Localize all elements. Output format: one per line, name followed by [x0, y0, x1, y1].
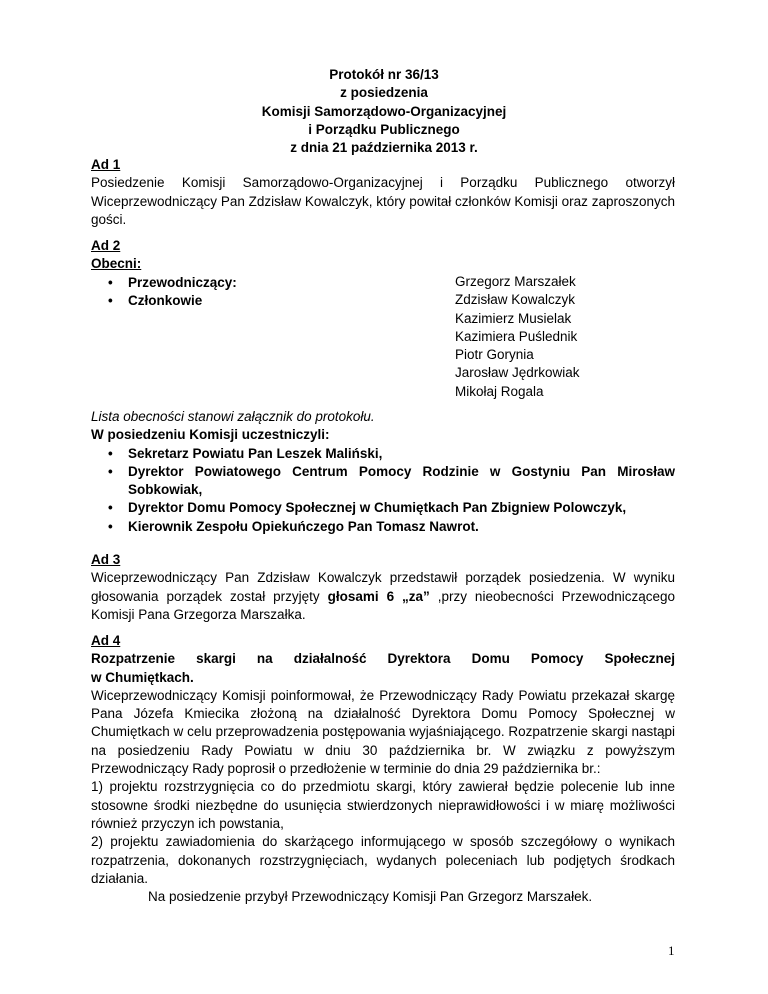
title-line-5: z dnia 21 października 2013 r. — [290, 140, 478, 156]
present-label: Obecni: — [91, 256, 142, 272]
member-name: Jarosław Jędrkowiak — [455, 365, 580, 381]
member-name: Zdzisław Kowalczyk — [455, 292, 576, 308]
page-number: 1 — [668, 943, 675, 958]
role-chair: • Przewodniczący: — [91, 274, 675, 292]
section-ad1 — [91, 156, 675, 229]
ad3-text-a: Wiceprzewodniczący Pan Zdzisław Kowalczyk przedstawił porządek posiedzenia. W wyniku głosowania porządek został przyjęty — [91, 570, 675, 604]
ad4-text: Wiceprzewodniczący Komisji poinformował, że Przewodniczący Rady Powiatu przekazał skargę Pana Józefa Kmiecika złożoną na działalność Dyrektora Domu Pomocy Społecznej w Chumiętkach w celu przeprowadzenia postępowania wyjaśniającego. Rozpatrzenie skargi nastąpi na posiedzeniu Rady Powiatu w dniu 30 października br. W związku z powyższym Przewodniczący Rady poprosił o przedłożenie w terminie do dnia 29 października br.: — [91, 687, 675, 777]
title-line-4: i Porządku Publicznego — [308, 121, 460, 137]
title-line-3: Komisji Samorządowo-Organizacyjnej — [261, 103, 507, 119]
ad3-votes: głosami 6 „za” — [327, 588, 430, 604]
title-line-1: Protokół nr 36/13 — [329, 67, 439, 82]
ad3-text-c: ,przy nieobecności Przewodniczącego Komisji Pana Grzegorza Marszałka. — [91, 588, 675, 622]
member-name: Piotr Gorynia — [455, 347, 534, 363]
ad3-text — [91, 569, 675, 624]
section-ad4 — [91, 632, 675, 906]
member-name: Grzegorz Marszałek — [455, 274, 576, 289]
attendance-note: Lista obecności stanowi załącznik do protokołu. — [91, 409, 375, 424]
section-ad3 — [91, 551, 675, 624]
member-name: Mikołaj Rogala — [455, 383, 544, 399]
title-line-2: z posiedzenia — [340, 85, 428, 101]
ad2-heading: Ad 2 — [91, 238, 121, 253]
guest-item-text: Dyrektor Powiatowego Centrum Pomocy Rodzinie w Gostyniu Pan Mirosław Sobkowiak, — [128, 463, 675, 498]
ad4-arrival: Na posiedzenie przybył Przewodniczący Komisji Pan Grzegorz Marszałek. — [148, 889, 593, 905]
guest-item: • Dyrektor Domu Pomocy Społecznej w Chumiętkach Pan Zbigniew Polowczyk, — [91, 499, 675, 517]
role-members: • Członkowie — [91, 292, 675, 310]
members-list — [455, 273, 580, 401]
member-name: Kazimierz Musielak — [455, 310, 572, 326]
protocol-title — [0, 66, 768, 157]
ad3-heading: Ad 3 — [91, 552, 121, 567]
ad4-point-1: 1) projektu rozstrzygnięcia co do przedmiotu skargi, który zawierał będzie polecenie lub inne stosowne środki niezbędne do usunięcia stwierdzonych nieprawidłowości i w miarę możliwości również przyczyn ich powstania, — [91, 779, 675, 831]
guests-list — [91, 445, 675, 536]
guest-item: • Kierownik Zespołu Opiekuńczego Pan Tomasz Nawrot. — [91, 518, 675, 536]
guests-label: W posiedzeniu Komisji uczestniczyli: — [91, 427, 330, 443]
member-name: Kazimiera Puślednik — [455, 328, 578, 344]
ad1-heading: Ad 1 — [91, 157, 121, 172]
ad4-subject: Rozpatrzenie skargi na działalność Dyrektora Domu Pomocy Społecznej — [91, 651, 675, 667]
guest-item — [91, 463, 675, 500]
roles-list — [91, 274, 675, 311]
ad4-heading: Ad 4 — [91, 633, 121, 648]
attendance-block — [91, 408, 675, 536]
ad4-point-2: 2) projektu zawiadomienia do skarżącego informującego w sposób szczegółowy o wynikach rozpatrzenia, dokonanych rozstrzygnięciach, wydanych poleceniach lub podjętych środkach działania. — [91, 834, 675, 886]
section-ad2 — [91, 237, 675, 310]
ad1-text: Posiedzenie Komisji Samorządowo-Organizacyjnej i Porządku Publicznego otworzył Wiceprzewodniczący Pan Zdzisław Kowalczyk, który powitał członków Komisji oraz zaproszonych gości. — [91, 175, 675, 227]
ad4-subject-line2: w Chumiętkach. — [91, 669, 194, 685]
guest-item: • Sekretarz Powiatu Pan Leszek Maliński, — [91, 445, 675, 463]
